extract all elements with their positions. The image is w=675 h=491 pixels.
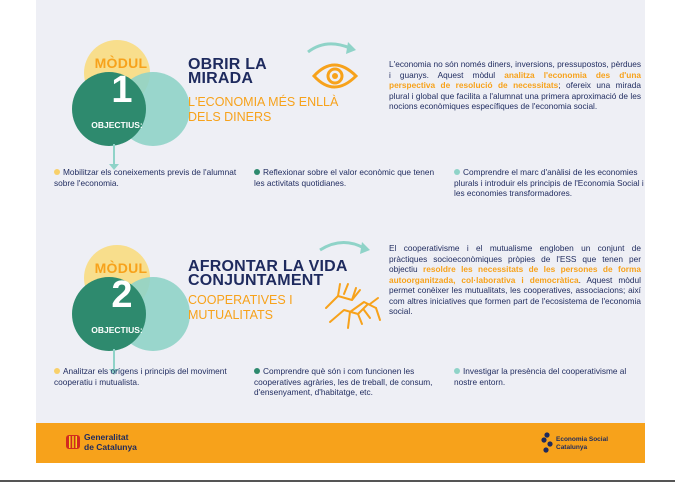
footer-bar	[36, 423, 645, 463]
generalitat-logo-text: Generalitat de Catalunya	[84, 432, 137, 452]
module-venn-badge	[54, 245, 174, 365]
economia-social-logo-icon	[541, 432, 553, 454]
bullet-dot-icon	[454, 169, 460, 175]
module-label: MÒDUL	[94, 55, 148, 71]
bullet-dot-icon	[254, 368, 260, 374]
objective-item: Reflexionar sobre el valor econòmic que tenen les activitats quotidianes.	[254, 167, 435, 188]
module-number: 1	[111, 69, 133, 111]
module-title: OBRIR LA MIRADA	[188, 56, 267, 87]
module-title: AFRONTAR LA VIDA CONJUNTAMENT	[188, 258, 348, 289]
module-number: 2	[111, 274, 133, 316]
eye-icon	[306, 40, 366, 100]
module-label: MÒDUL	[94, 260, 148, 276]
generalitat-logo-icon	[66, 435, 80, 449]
economia-social-logo-text: Economia Social Catalunya	[556, 436, 609, 451]
bullet-dot-icon	[54, 169, 60, 175]
objective-item: Investigar la presència del cooperativisme al nostre entorn.	[454, 366, 627, 387]
module-venn-badge	[54, 40, 174, 160]
objective-item: Analitzar els orígens i principis del moviment cooperatiu i mutualista.	[54, 366, 227, 387]
objectives-label: OBJECTIUS:	[91, 120, 143, 130]
joined-hands-icon	[318, 238, 388, 338]
module-subtitle: COOPERATIVES I MUTUALITATS	[188, 293, 293, 322]
objective-item: Comprendre què són i com funcionen les cooperatives agràries, les de treball, de consum, d'ensenyament, d'habitatge, etc.	[254, 366, 433, 397]
infographic-sheet	[36, 0, 645, 463]
module-subtitle: L'ECONOMIA MÉS ENLLÀ DELS DINERS	[188, 95, 339, 124]
objective-item: Comprendre el marc d'anàlisi de les economies plurals i introduir els principis de l'Economia Social i les economies transformadores.	[454, 167, 644, 198]
page-divider	[0, 480, 675, 482]
bullet-dot-icon	[254, 169, 260, 175]
bullet-dot-icon	[54, 368, 60, 374]
objectives-label: OBJECTIUS:	[91, 325, 143, 335]
bullet-dot-icon	[454, 368, 460, 374]
objective-item: Mobilitzar els coneixements previs de l'alumnat sobre l'economia.	[54, 167, 237, 188]
module-description: El cooperativisme i el mutualisme engloben un conjunt de pràctiques socioeconòmiques pròpies de l'ESS que tenen per objectiu resoldre les necessitats de les persones de forma autoorganitzada, col·laborativa i democràtica. Aquest mòdul permet conèixer les mutualitats, les cooperatives, associacions; així com altres iniciatives que formen part de l'ecosistema de l'economia social.	[389, 243, 641, 316]
module-description: L'economia no són només diners, inversions, pressupostos, pèrdues i guanys. Aquest mòdul analitza l'economia des d'una perspectiva de resolució de necessitats; ofereix una mirada plural i global que facilita a l'alumnat una primera aproximació de les nocions econòmiques específiques de l'economia social.	[389, 59, 642, 111]
